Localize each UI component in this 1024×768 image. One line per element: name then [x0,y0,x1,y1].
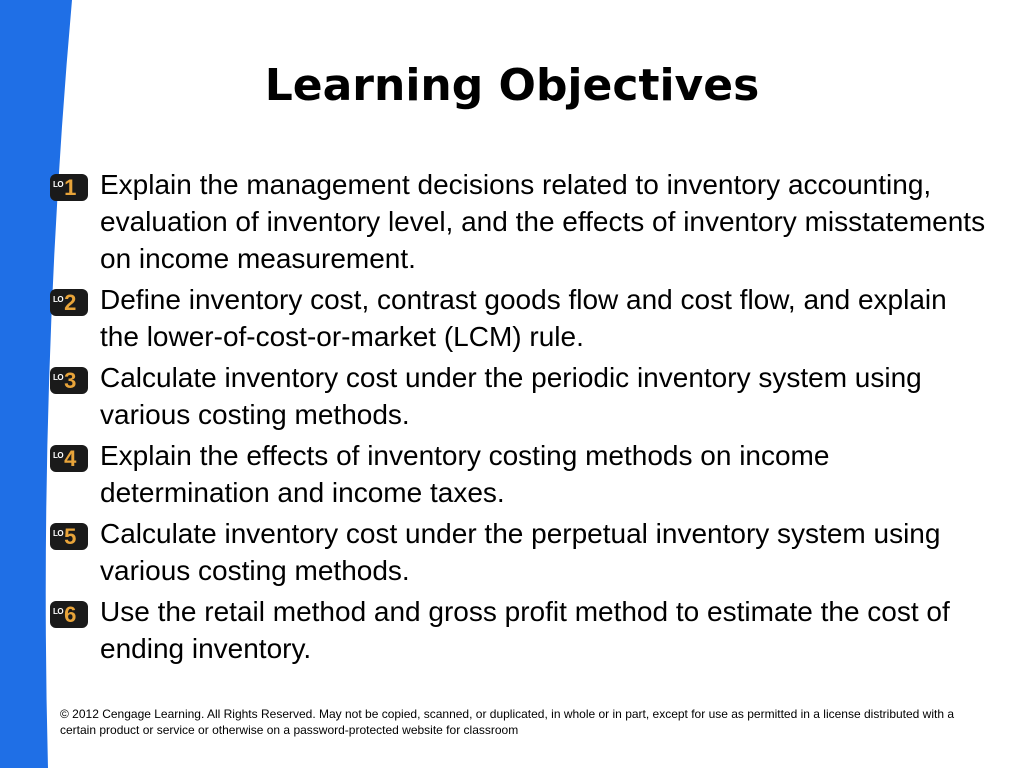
lo-badge-number: 4 [64,445,77,471]
lo-badge-prefix: LO [53,180,64,189]
objective-item [50,281,990,355]
lo-badge-prefix: LO [53,373,64,382]
lo-badge-number: 3 [64,367,77,393]
objective-item [50,437,990,511]
lo-badge-number: 6 [64,601,77,627]
objective-item [50,593,990,667]
lo-badge-number: 1 [64,174,77,200]
objective-item [50,359,990,433]
objectives-list [50,166,990,671]
copyright-notice: © 2012 Cengage Learning. All Rights Reserved. May not be copied, scanned, or duplicated, in whole or in part, except for use as permitted in a license distributed with a certain product or service or otherwise on a password-protected website for classroom [60,707,955,737]
lo-badge-icon [50,445,88,472]
lo-badge-icon [50,601,88,628]
lo-badge-icon [50,367,88,394]
objective-item [50,515,990,589]
objective-text: Calculate inventory cost under the periodic inventory system using various costing methods. [100,362,922,430]
lo-badge-number: 2 [64,289,77,315]
lo-badge-icon [50,523,88,550]
lo-badge-icon [50,289,88,316]
lo-badge-prefix: LO [53,529,64,538]
objective-text: Calculate inventory cost under the perpetual inventory system using various costing methods. [100,518,941,586]
objective-text: Use the retail method and gross profit method to estimate the cost of ending inventory. [100,596,950,664]
objective-text: Explain the effects of inventory costing methods on income determination and income taxes. [100,440,830,508]
lo-badge-icon [50,174,88,201]
objective-text: Define inventory cost, contrast goods flow and cost flow, and explain the lower-of-cost-or-market (LCM) rule. [100,284,947,352]
lo-badge-number: 5 [64,523,77,549]
lo-badge-prefix: LO [53,607,64,616]
objective-text: Explain the management decisions related to inventory accounting, evaluation of inventory level, and the effects of inventory misstatements on income measurement. [100,169,986,274]
slide-title: Learning Objectives [264,60,760,111]
lo-badge-prefix: LO [53,451,64,460]
objective-item [50,166,990,277]
lo-badge-prefix: LO [53,295,64,304]
